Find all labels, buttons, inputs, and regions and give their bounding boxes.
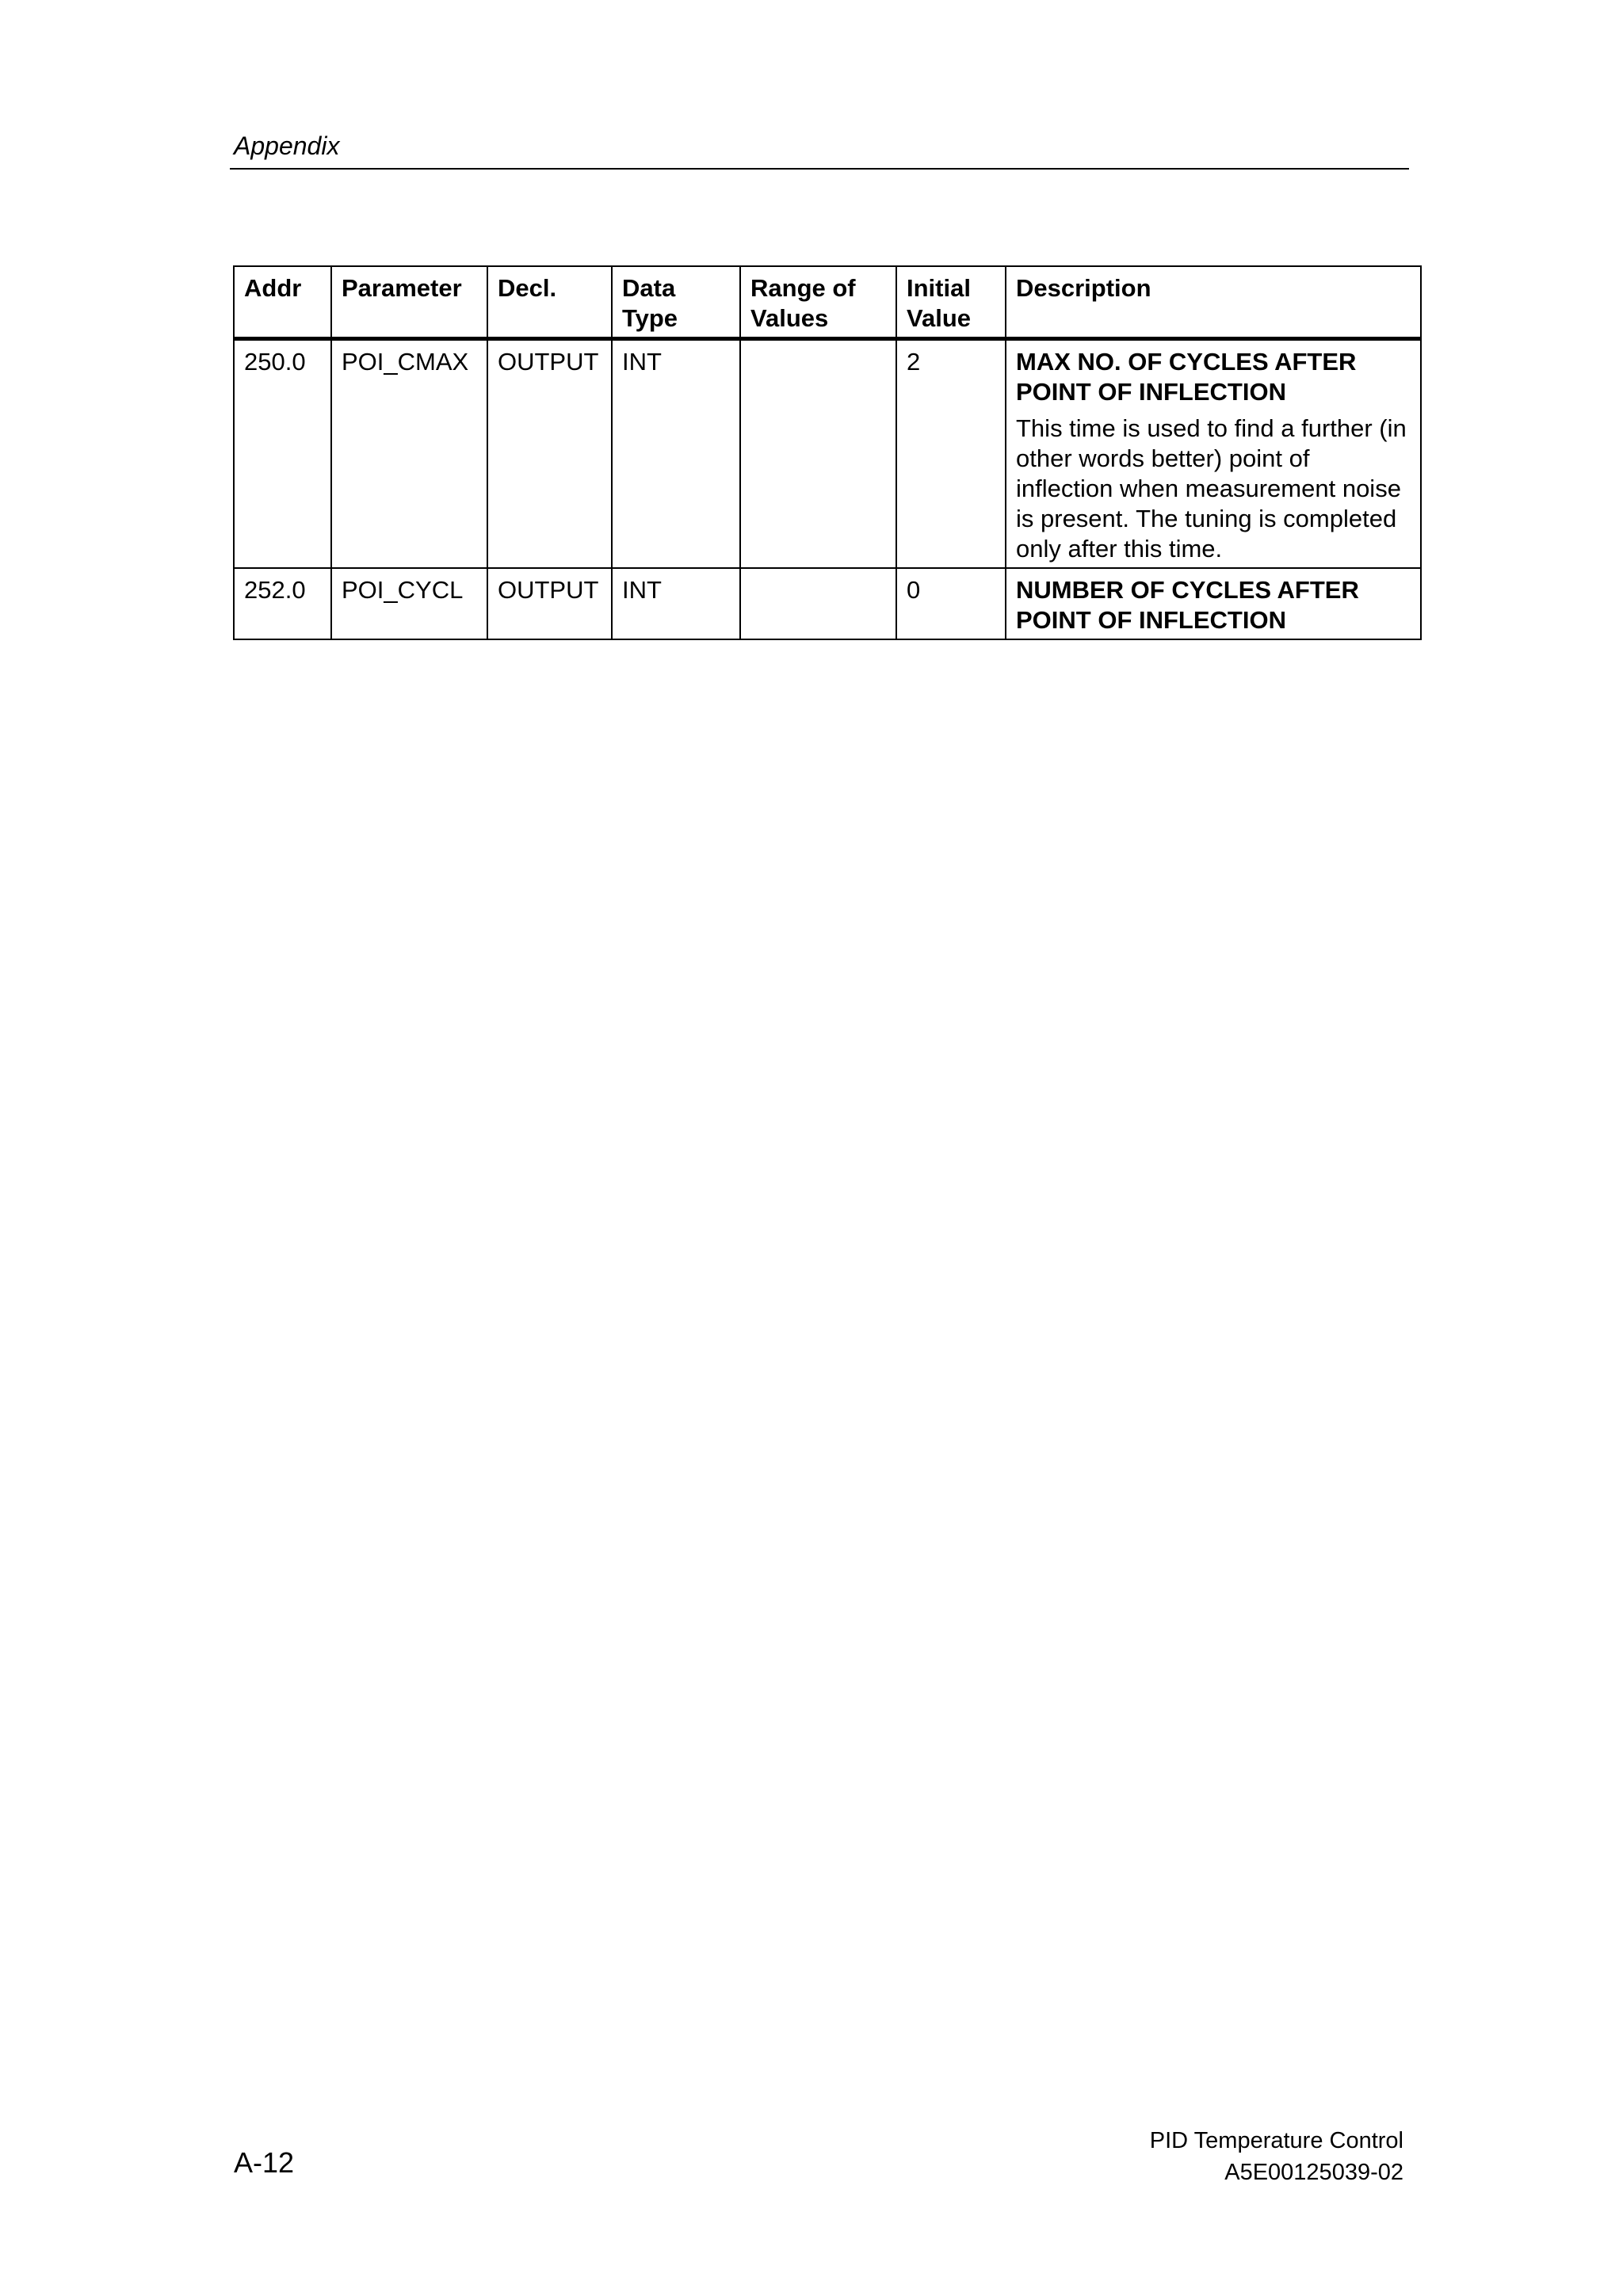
table-row <box>234 339 1421 569</box>
column-header-decl: Decl. <box>487 266 612 339</box>
cell-decl: OUTPUT <box>487 339 612 569</box>
page-number: A-12 <box>234 2146 295 2179</box>
column-header-parameter: Parameter <box>331 266 487 339</box>
column-header-initial-value: Initial Value <box>896 266 1006 339</box>
cell-description <box>1006 339 1421 569</box>
cell-range <box>740 568 896 639</box>
page-header-title: Appendix <box>234 132 340 160</box>
cell-initial-value: 0 <box>896 568 1006 639</box>
cell-addr: 250.0 <box>234 339 331 569</box>
column-header-addr: Addr <box>234 266 331 339</box>
table-row <box>234 568 1421 639</box>
cell-description <box>1006 568 1421 639</box>
header-divider <box>230 168 1409 170</box>
column-header-description: Description <box>1006 266 1421 339</box>
parameter-table <box>233 265 1422 640</box>
footer-document-title: PID Temperature Control <box>1149 2128 1403 2153</box>
column-header-range: Range of Values <box>740 266 896 339</box>
cell-parameter: POI_CMAX <box>331 339 487 569</box>
column-header-data-type: Data Type <box>612 266 740 339</box>
footer-document-info <box>1150 2125 1403 2188</box>
description-body: This time is used to find a further (in other words better) point of inflection when measurement noise is present. The tuning is completed only after this time. <box>1016 414 1407 563</box>
cell-decl: OUTPUT <box>487 568 612 639</box>
cell-data-type: INT <box>612 339 740 569</box>
footer-document-id: A5E00125039-02 <box>1224 2160 1403 2185</box>
table-header-row <box>234 266 1421 339</box>
description-title: NUMBER OF CYCLES AFTER POINT OF INFLECTION <box>1016 576 1359 634</box>
description-title: MAX NO. OF CYCLES AFTER POINT OF INFLECTION <box>1016 348 1357 406</box>
cell-range <box>740 339 896 569</box>
cell-addr: 252.0 <box>234 568 331 639</box>
cell-parameter: POI_CYCL <box>331 568 487 639</box>
cell-data-type: INT <box>612 568 740 639</box>
cell-initial-value: 2 <box>896 339 1006 569</box>
